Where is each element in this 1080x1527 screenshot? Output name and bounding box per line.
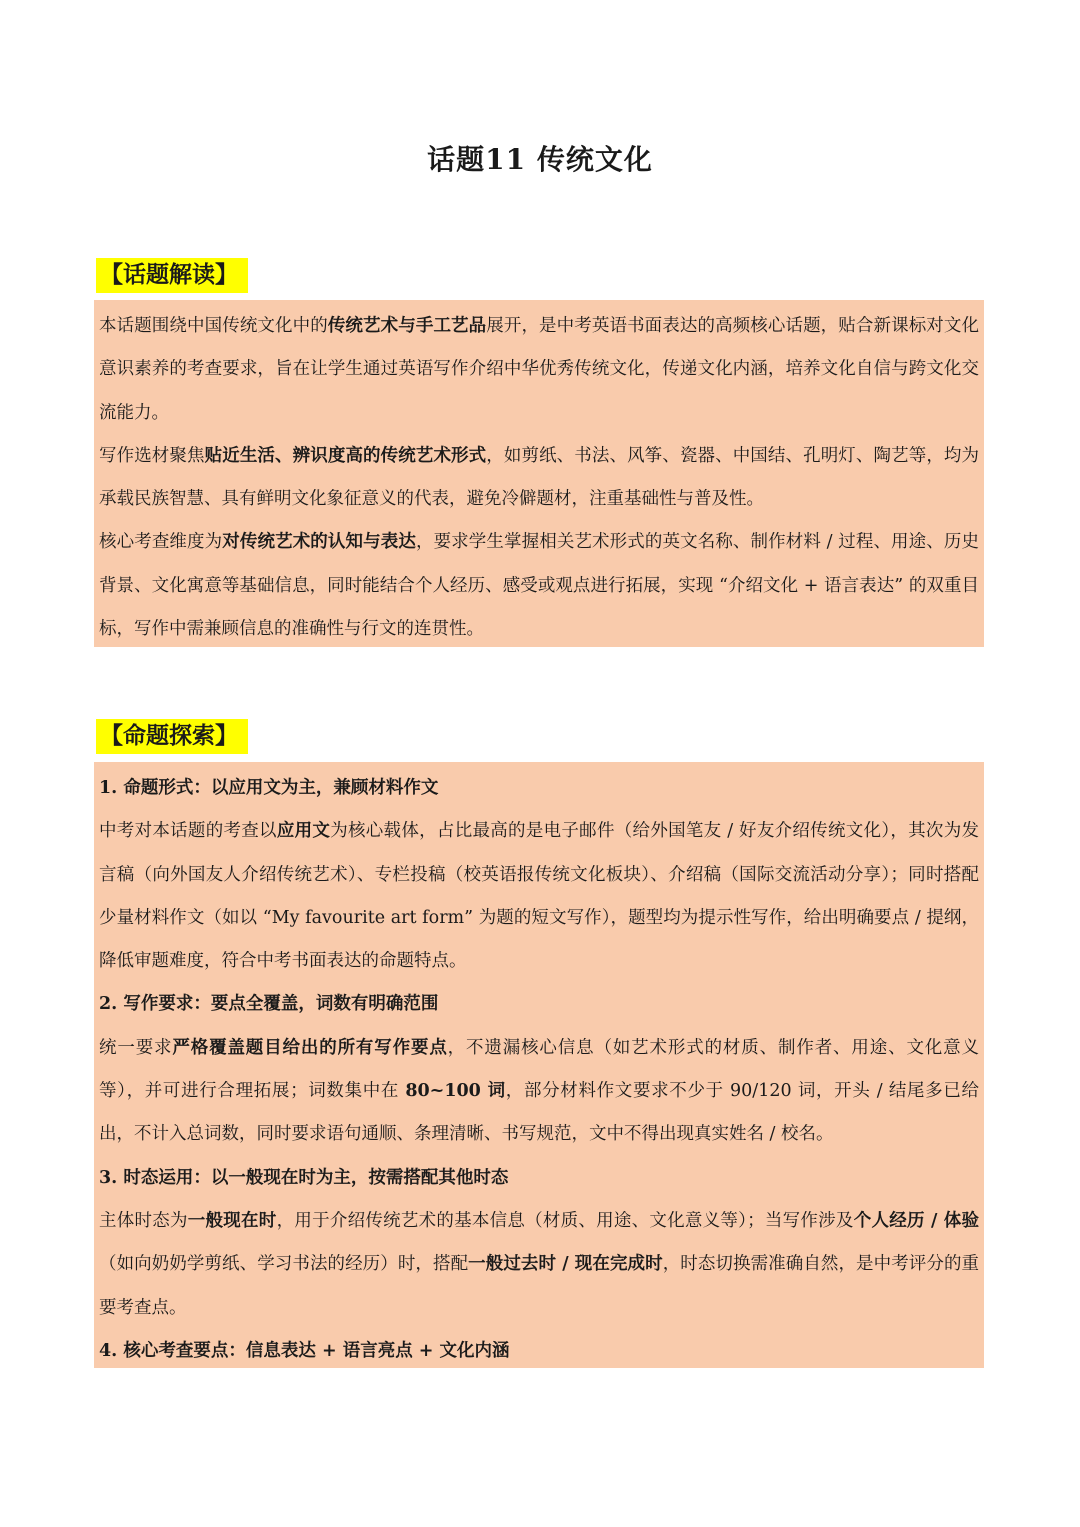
paragraph: 主体时态为一般现在时，用于介绍传统艺术的基本信息（材质、用途、文化意义等）；当写作涉及个人经历 / 体验（如向奶奶学剪纸、学习书法的经历）时，搭配一般过去时 / 现在完成时，时态切换需准确自然，是中考评分的重要考查点。: [99, 1210, 980, 1318]
paragraph: 写作选材聚焦贴近生活、辨识度高的传统艺术形式，如剪纸、书法、风筝、瓷器、中国结、孔明灯、陶艺等，均为承载民族智慧、具有鲜明文化象征意义的代表，避免冷僻题材，注重基础性与普及性。: [99, 445, 980, 510]
paragraph: 统一要求严格覆盖题目给出的所有写作要点，不遗漏核心信息（如艺术形式的材质、制作者、用途、文化意义等），并可进行合理拓展；词数集中在 80~100 词，部分材料作文要求不少于 90/120 词，开头 / 结尾多已给出，不计入总词数，同时要求语句通顺、条理清晰、书写规范，文中不得出现真实姓名 / 校名。: [99, 1037, 980, 1145]
subheading: 1. 命题形式：以应用文为主，兼顾材料作文: [99, 778, 439, 798]
section-heading-topic-interpretation: 【话题解读】: [96, 258, 248, 293]
page-title: 话题11 传统文化: [427, 143, 653, 176]
subheading: 2. 写作要求：要点全覆盖，词数有明确范围: [99, 994, 439, 1015]
subheading: 4. 核心考查要点：信息表达 + 语言亮点 + 文化内涵: [99, 1340, 510, 1361]
topic-interpretation-box: [94, 300, 984, 647]
question-exploration-box: [94, 762, 984, 1368]
paragraph: 中考对本话题的考查以应用文为核心载体，占比最高的是电子邮件（给外国笔友 / 好友介绍传统文化），其次为发言稿（向外国友人介绍传统艺术）、专栏投稿（校英语报传统文化板块）、介绍稿（国际交流活动分享）；同时搭配少量材料作文（如以 “My favourite art form” 为题的短文写作），题型均为提示性写作，给出明确要点 / 提纲，降低审题难度，符合中考书面表达的命题特点。: [99, 821, 979, 972]
subheading: 3. 时态运用：以一般现在时为主，按需搭配其他时态: [99, 1167, 509, 1188]
paragraph: 本话题围绕中国传统文化中的传统艺术与手工艺品展开，是中考英语书面表达的高频核心话题，贴合新课标对文化意识素养的考查要求，旨在让学生通过英语写作介绍中华优秀传统文化，传递文化内涵，培养文化自信与跨文化交流能力。: [99, 316, 980, 423]
section-heading-question-exploration: 【命题探索】: [96, 719, 248, 754]
paragraph: 核心考查维度为对传统艺术的认知与表达，要求学生掌握相关艺术形式的英文名称、制作材料 / 过程、用途、历史背景、文化寓意等基础信息，同时能结合个人经历、感受或观点进行拓展，实现 “介绍文化 + 语言表达” 的双重目标，写作中需兼顾信息的准确性与行文的连贯性。: [99, 532, 979, 640]
